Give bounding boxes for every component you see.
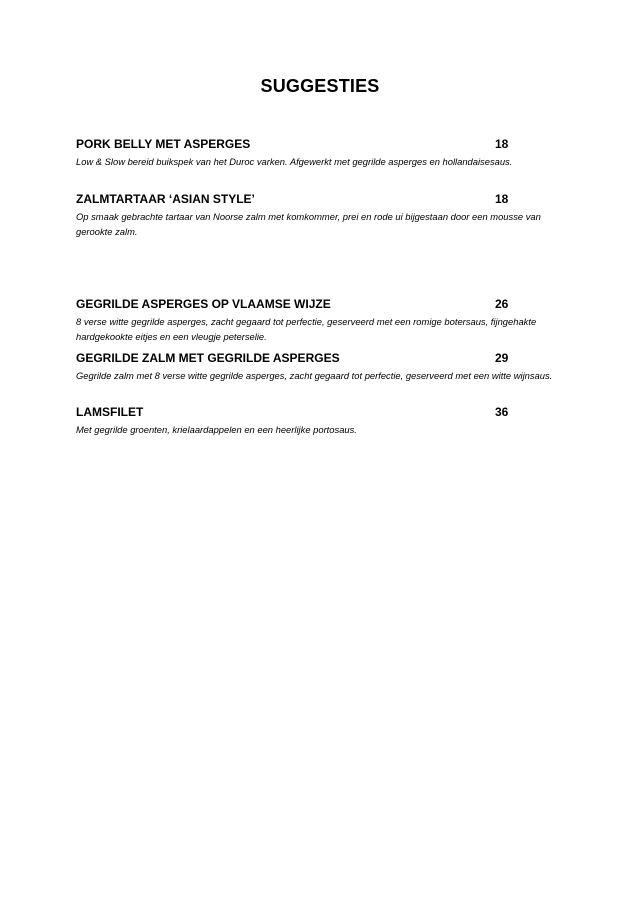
menu-item-lamsfilet [76, 405, 566, 437]
dish-price: 26 [495, 297, 509, 311]
dish-description: 8 verse witte gegrilde asperges, zacht gegaard tot perfectie, geserveerd met een romige botersaus, fijngehakte hardgekookte eitjes en een vleugje peterselie. [76, 316, 537, 342]
dish-price: 18 [495, 192, 509, 206]
dish-name: ZALMTARTAAR ‘ASIAN STYLE’ [76, 192, 255, 206]
dish-price: 18 [495, 137, 509, 151]
dish-description: Low & Slow bereid buikspek van het Duroc varken. Afgewerkt met gegrilde asperges en hollandaisesaus. [76, 156, 513, 167]
menu-item-gegrilde-zalm [76, 351, 566, 383]
menu-item-header [76, 405, 566, 422]
menu-item-header [76, 351, 566, 368]
dish-price: 29 [495, 351, 509, 365]
page-title: SUGGESTIES [260, 76, 380, 96]
menu-item-header [76, 192, 566, 209]
dish-name: GEGRILDE ASPERGES OP VLAAMSE WIJZE [76, 297, 331, 311]
dish-description: Met gegrilde groenten, krielaardappelen en een heerlijke portosaus. [76, 424, 357, 435]
dish-name: LAMSFILET [76, 405, 144, 419]
menu-item-header [76, 297, 566, 314]
dish-name: PORK BELLY MET ASPERGES [76, 137, 251, 151]
dish-description: Op smaak gebrachte tartaar van Noorse zalm met komkommer, prei en rode ui bijgestaan door een mousse van gerookte zalm. [76, 211, 541, 237]
menu-item-zalmtartaar [76, 192, 566, 239]
dish-price: 36 [495, 405, 509, 419]
menu-item-pork-belly [76, 137, 566, 169]
menu-item-gegrilde-asperges [76, 297, 566, 344]
menu-item-header [76, 137, 566, 154]
dish-description: Gegrilde zalm met 8 verse witte gegrilde asperges, zacht gegaard tot perfectie, geserveerd met een witte wijnsaus. [76, 370, 553, 381]
dish-name: GEGRILDE ZALM MET GEGRILDE ASPERGES [76, 351, 340, 365]
